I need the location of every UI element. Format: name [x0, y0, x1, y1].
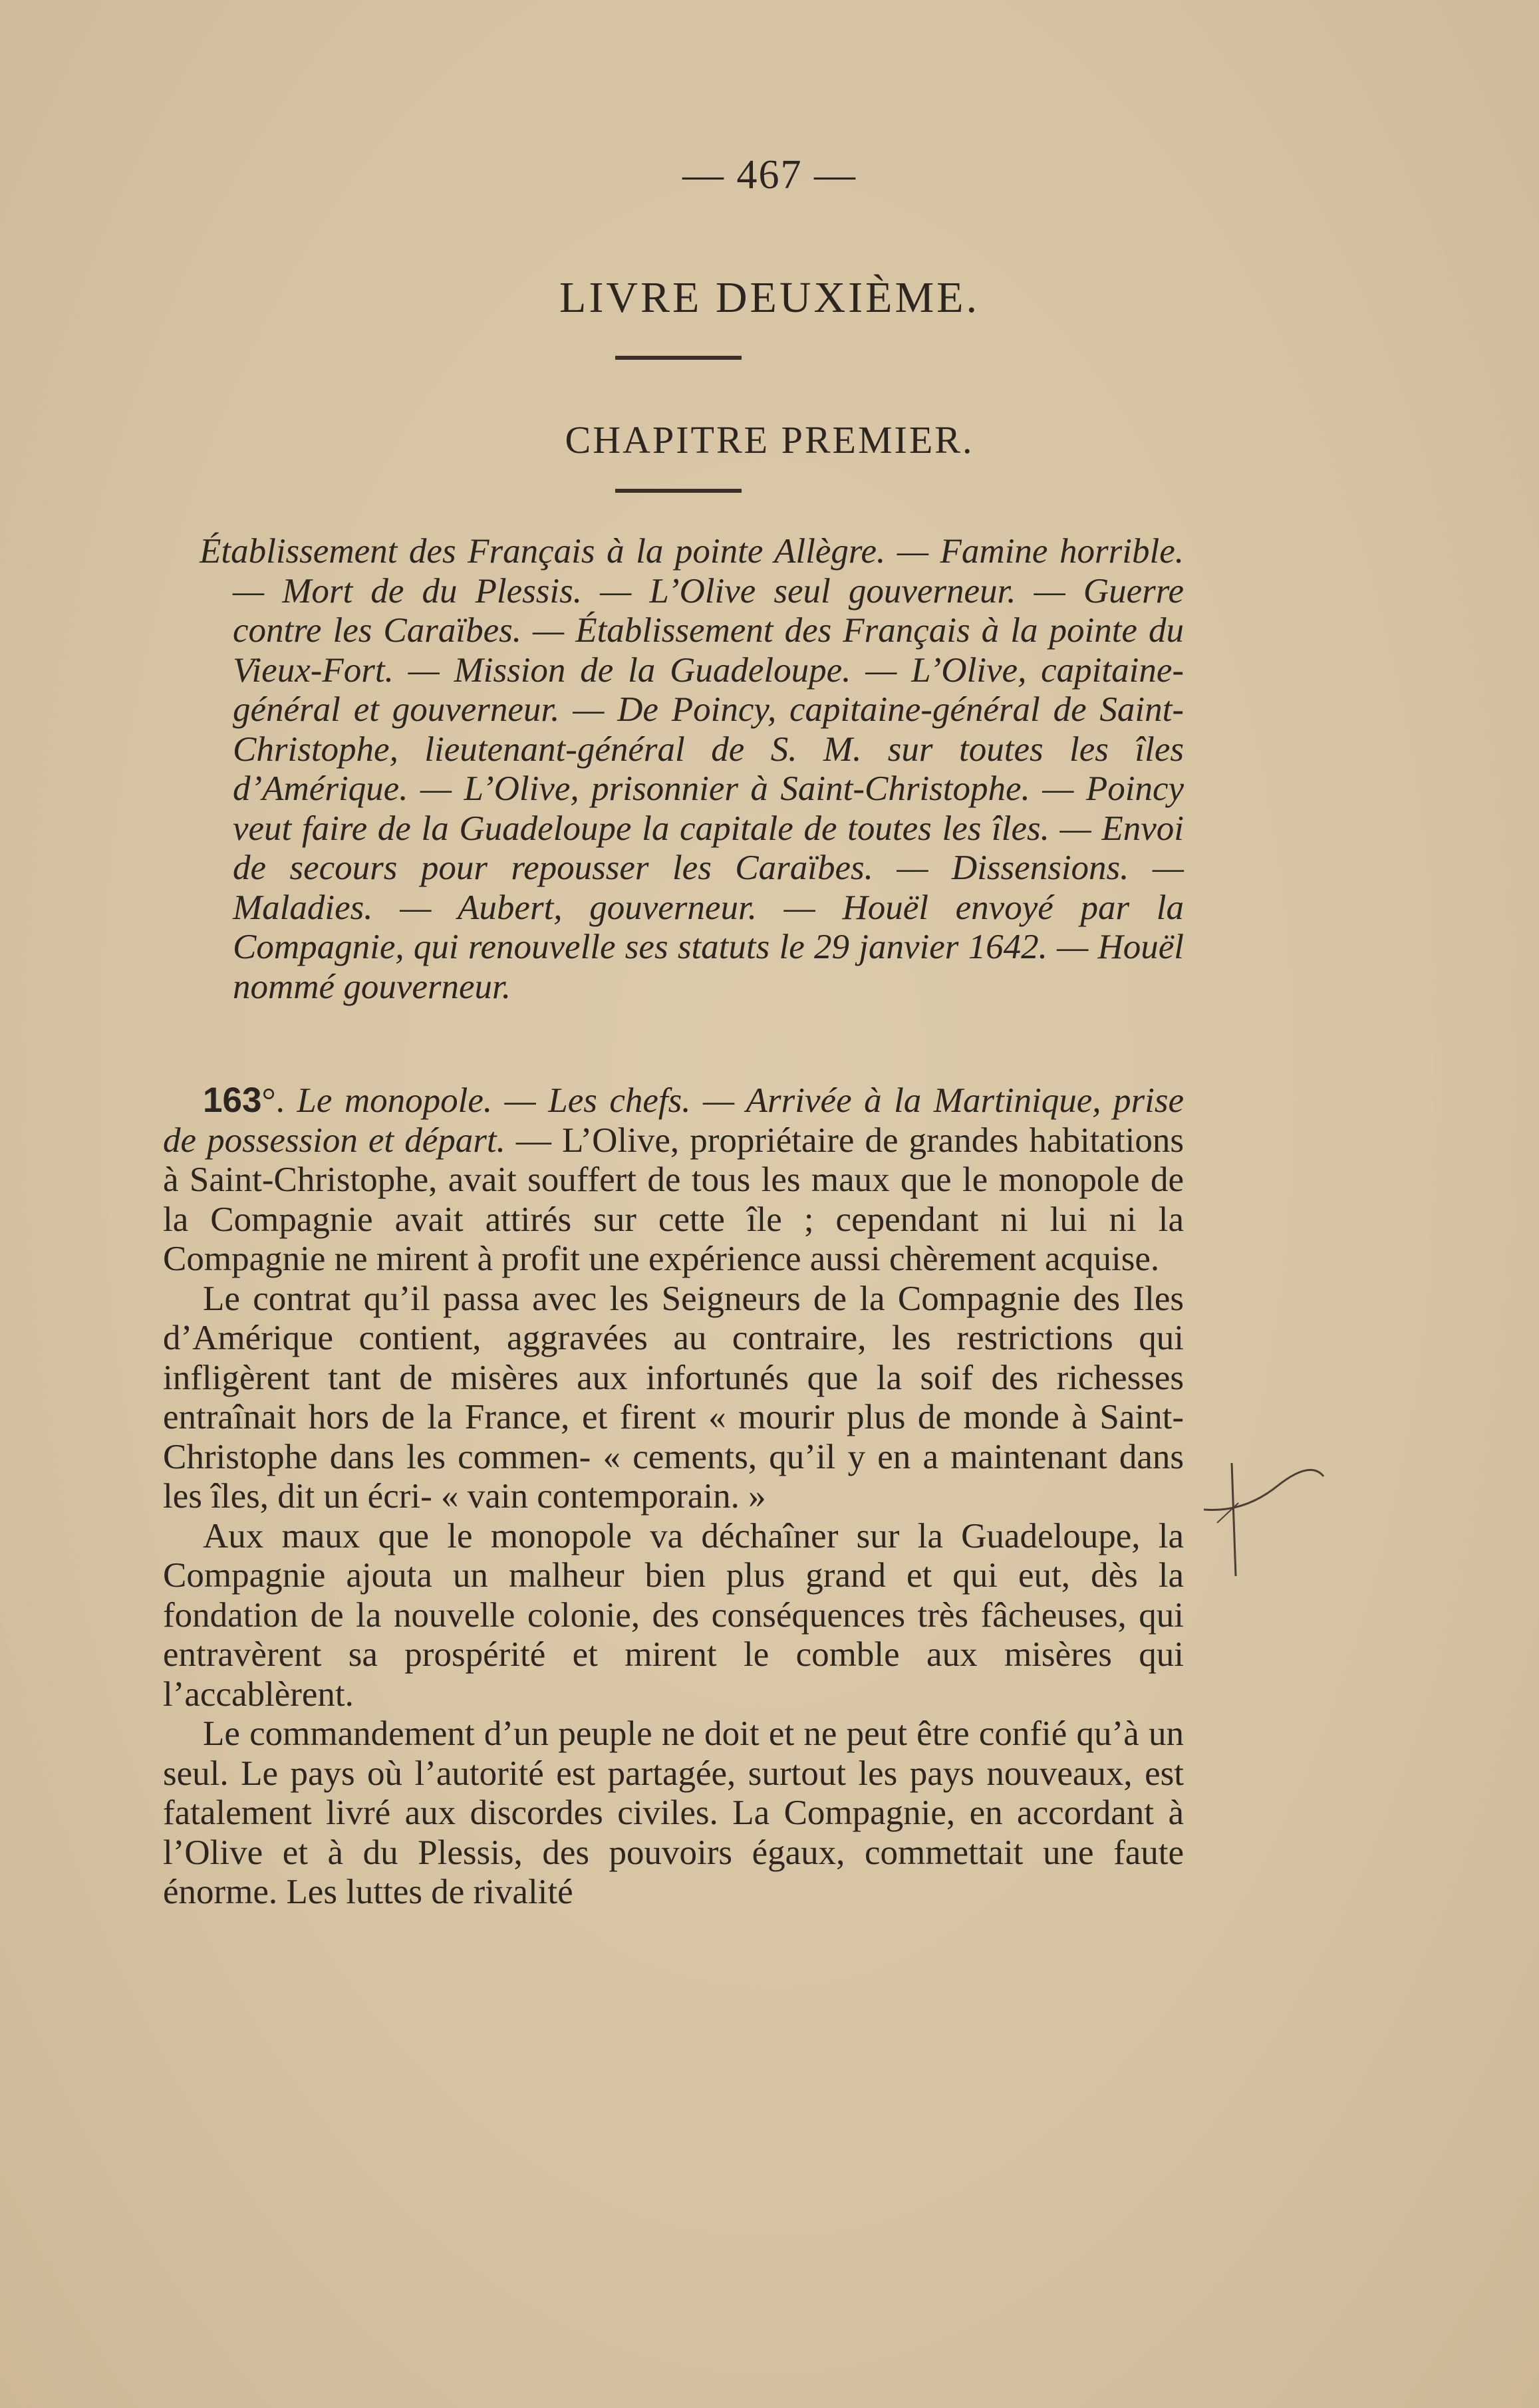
paragraph: Le commandement d’un peuple ne doit et ne peut être confié qu’à un seul. Le pays où l’autorité est partagée, surtout les pays nouveaux, est fatalement livré aux discordes civiles. La Compagnie, en accordant à l’Olive et à du Plessis, des pouvoirs égaux, commettait une faute énorme. Les luttes de rivalité — [163, 1714, 1184, 1911]
section-heading: Le monopole. — Les chefs. — Arrivée à la Martinique, prise de possession et départ. — [163, 1081, 1185, 1160]
body-text — [163, 1081, 1184, 1913]
chapter-rule — [615, 489, 742, 493]
paragraph: Le contrat qu’il passa avec les Seigneurs de la Compagnie des Iles d’Amérique contient, aggravées au contraire, les restrictions qui infligèrent tant de misères aux infortunés que la soif des richesses entraînait hors de la France, et firent « mourir plus de monde à Saint-Christophe dans les commen- « cements, qu’il y en a maintenant dans les îles, dit un écri- « vain contemporain. » — [163, 1279, 1184, 1516]
section-number-suffix: °. — [261, 1081, 285, 1120]
chapter-summary: Établissement des Français à la pointe Allègre. — Famine horrible. — Mort de du Plessis. — L’Olive seul gouverneur. — Guerre contre les Caraïbes. — Établissement des Français à la pointe du Vieux-Fort. — Mission de la Guadeloupe. — L’Olive, capitaine-général et gouverneur. — De Poincy, capitaine-général de Saint-Christophe, lieutenant-général de S. M. sur toutes les îles d’Amérique. — L’Olive, prisonnier à Saint-Christophe. — Poincy veut faire de la Guadeloupe la capitale de toutes les îles. — Envoi de secours pour repousser les Caraïbes. — Dissensions. — Maladies. — Aubert, gouverneur. — Houël envoyé par la Compagnie, qui renouvelle ses statuts le 29 janvier 1642. — Houël nommé gouverneur. — [200, 532, 1184, 1006]
paragraph: Aux maux que le monopole va déchaîner sur la Guadeloupe, la Compagnie ajouta un malheur bien plus grand et qui eut, dès la fondation de la nouvelle colonie, des conséquences très fâcheuses, qui entravèrent sa prospérité et mirent le comble aux misères qui l’accablèrent. — [163, 1516, 1184, 1714]
section-paragraph — [163, 1081, 1184, 1279]
chapter-title: CHAPITRE PREMIER. — [565, 418, 974, 462]
section-number: 163 — [203, 1081, 262, 1120]
title-rule — [615, 356, 742, 360]
section-text: — L’Olive, propriétaire de grandes habitations à Saint-Christophe, avait souffert de tous les maux que le monopole de la Compagnie avait attirés sur cette île ; cependant ni lui ni la Compagnie ne mirent à profit une expérience aussi chèrement acquise. — [163, 1121, 1184, 1278]
book-title: LIVRE DEUXIÈME. — [559, 273, 980, 322]
handwritten-margin-mark — [1197, 1450, 1330, 1583]
page-number: — 467 — — [682, 152, 857, 198]
